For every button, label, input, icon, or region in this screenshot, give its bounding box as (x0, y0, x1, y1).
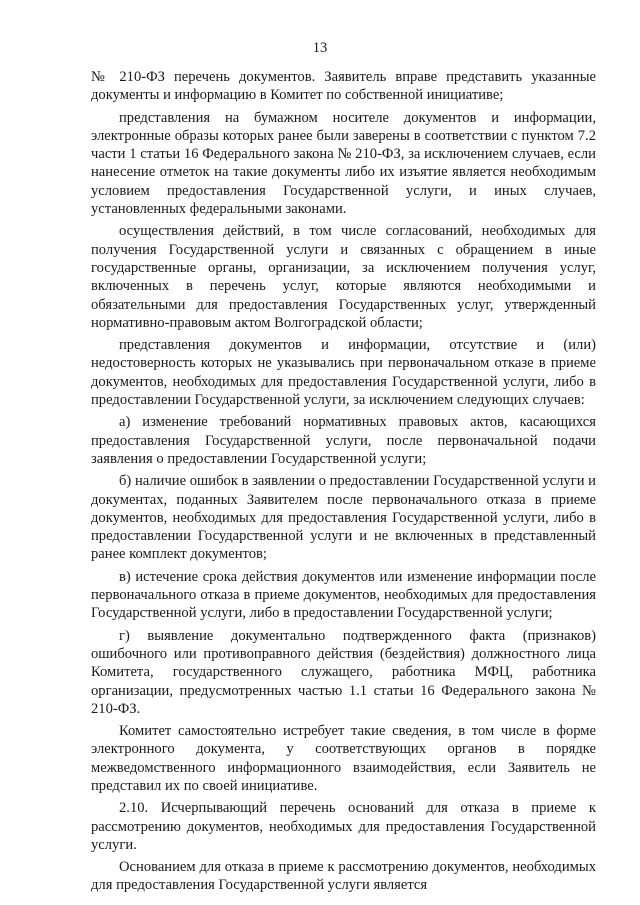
paragraph-actions: осуществления действий, в том числе согласований, необходимых для получения Государственной услуги и связанных с обращением в иные государственные органы, организации, за исключением получения услуг, включенных в перечень услуг, которые являются необходимыми и обязательными для предоставления Государственных услуг, утвержденный нормативно-правовым актом Волгоградской области; (91, 223, 596, 331)
list-item-v: в) истечение срока действия документов или изменение информации после первоначального отказа в приеме документов, необходимых для предоставления Государственной услуги, либо в предоставлении Государственной услуги; (91, 568, 596, 622)
paragraph-continuation: № 210-ФЗ перечень документов. Заявитель вправе представить указанные документы и информацию в Комитет по собственной инициативе; (91, 69, 596, 104)
paragraph-grounds: Основанием для отказа в приеме к рассмотрению документов, необходимых для предоставления Государственной услуги является (91, 859, 596, 894)
list-item-a: а) изменение требований нормативных правовых актов, касающихся предоставления Государственной услуги, после первоначальной подачи заявления о предоставлении Государственной услуги; (91, 414, 596, 467)
page-number: 13 (312, 40, 328, 56)
list-item-g: г) выявление документально подтвержденного факта (признаков) ошибочного или противоправного действия (бездействия) должностного лица Комитета, государственного служащего, работника МФЦ, работника организации, предусмотренных частью 1.1 статьи 16 Федерального закона № 210-ФЗ. (91, 627, 596, 717)
paragraph-committee: Комитет самостоятельно истребует такие сведения, в том числе в форме электронного документа, у соответствующих органов в порядке межведомственного информационного взаимодействия, если Заявитель не представил их по своей инициативе. (91, 723, 596, 794)
paragraph-documents-info: представления документов и информации, отсутствие и (или) недостоверность которых не указывались при первоначальном отказе в приеме документов, необходимых для предоставления Государственной услуги, либо в предоставлении Государственной услуги, за исключением следующих случаев: (91, 337, 596, 409)
document-body (91, 68, 596, 899)
list-item-b: б) наличие ошибок в заявлении о предоставлении Государственной услуги и документах, поданных Заявителем после первоначального отказа в приеме документов, необходимых для предоставления Государственной услуги, либо в предоставлении Государственной услуги и не включенных в представленный ранее комплект документов; (91, 473, 596, 563)
paragraph-paper-documents: представления на бумажном носителе документов и информации, электронные образы которых ранее были заверены в соответствии с пунктом 7.2 части 1 статьи 16 Федерального закона № 210-ФЗ, за исключением случаев, если нанесение отметок на такие документы либо их изъятие является необходимым условием предоставления Государственной услуги, и иных случаев, установленных федеральными законами. (91, 109, 596, 218)
section-2-10: 2.10. Исчерпывающий перечень оснований для отказа в приеме к рассмотрению документов, необходимых для предоставления Государственной услуги. (91, 800, 596, 853)
